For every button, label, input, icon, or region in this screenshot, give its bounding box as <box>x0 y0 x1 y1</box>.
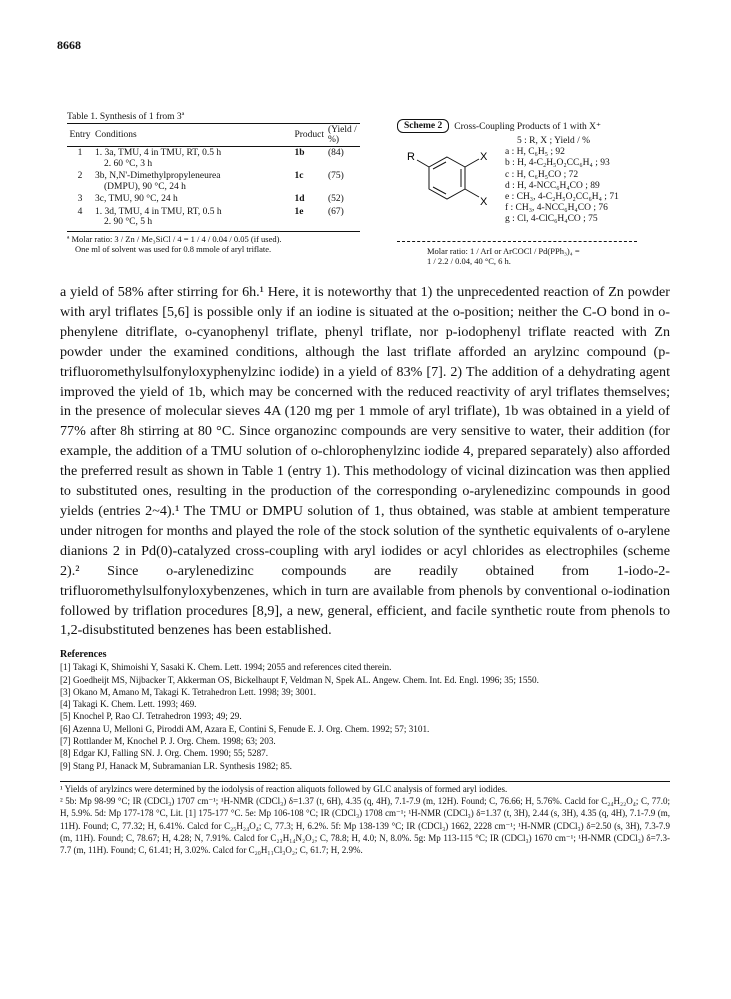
product-legend: 5 : R, X ; Yield / % <box>517 136 591 146</box>
conditions-cell <box>93 206 292 232</box>
scheme-note-line: 1 / 2.2 / 0.04, 40 °C, 6 h. <box>427 256 511 266</box>
conditions-line: 2. 60 °C, 3 h <box>104 158 153 169</box>
table-1-grid <box>67 123 360 232</box>
substituent-r: R <box>407 151 415 163</box>
scheme-note-line: Molar ratio: 1 / ArI or ArCOCl / Pd(PPh₃)₄ = <box>427 246 580 256</box>
entry-cell: 3 <box>77 194 83 204</box>
page-number: 8668 <box>57 38 81 52</box>
scheme-2 <box>397 119 637 269</box>
table-row <box>67 193 360 206</box>
substituent-x2: X <box>480 196 488 208</box>
conditions-line: (DMPU), 90 °C, 24 h <box>104 181 186 192</box>
substituent-x1: X <box>480 151 488 163</box>
list-item: a : H, C₆H₅ ; 92 <box>505 147 565 158</box>
reference-item: [2] Goedheijt MS, Nijbacker T, Akkerman OS, Bickelhaupt F, Veldman N, Spek AL. Angew. Chem. Int. Ed. Engl. 1996; 35; 1550. <box>60 674 539 685</box>
scheme-note <box>427 246 580 266</box>
footnotes <box>60 781 670 856</box>
references <box>60 649 670 772</box>
footnote-1: ¹ Yields of arylzincs were determined by the iodolysis of reaction aliquots followed by GLC analysis of formed aryl iodides. <box>60 784 508 794</box>
reference-item: [4] Takagi K. Chem. Lett. 1993; 469. <box>60 699 197 710</box>
yield-cell: (84) <box>328 148 344 158</box>
entry-cell: 1 <box>77 148 83 158</box>
list-item: c : H, C₆H₅CO ; 72 <box>505 169 579 180</box>
list-item: g : Cl, 4-ClC₆H₄CO ; 75 <box>505 214 598 225</box>
conditions-line: 3c, TMU, 90 °C, 24 h <box>95 194 178 204</box>
bond-r <box>417 160 429 167</box>
bond-x1 <box>465 159 479 167</box>
benzene-ring <box>429 157 465 199</box>
scheme-title: Cross-Coupling Products of 1 with X⁺ <box>454 121 601 132</box>
conditions-cell <box>93 193 292 206</box>
yield-cell: (75) <box>328 171 344 181</box>
reference-item: [6] Azenna U, Melloni G, Piroddi AM, Azara E, Contini S, Fenude E. J. Org. Chem. 1992; 57; 3101. <box>60 723 430 734</box>
product-cell: 1e <box>292 206 326 232</box>
bond-x2 <box>465 189 479 197</box>
product-cell: 1d <box>294 194 305 204</box>
table-1 <box>67 111 360 254</box>
body-paragraph: a yield of 58% after stirring for 6h.¹ Here, it is noteworthy that 1) the unprecedented reaction of Zn powder with aryl triflates [5,6] is possible only if an iodine is situated at the o-position; neither the C-O bond in o-phenylene ditriflate, o-cyanophenyl triflate, phenyl triflate, nor p-iodophenyl triflate reacted with Zn powder under the examined conditions, although the last triflate afforded an arylzinc compound (p-trifluoromethylsulfonyloxyphenylzinc iodide) in a yield of 83% [7]. 2) The addition of a dehydrating agent improved the yield of 1b, which may be concerned with the reduced reactivity of aryl triflates themselves; in the presence of molecular sieves 4A (120 mg per 1 mmole of aryl triflate), 1b was obtained in a yield of 77% after 8h stirring at 80 °C. Since organozinc compounds are very sensitive to water, their addition (for example, the addition of a TMU solution of o-chlorophenylzinc iodide 4, prepared separately) also afforded the preferred result as shown in Table 1 (entry 1). This methodology of vicinal dizincation was then applied to substituted ones, resulting in the production of the corresponding o-arylenedizinc compounds in good yields (entries 2~4).¹ The TMU or DMPU solution of 1, thus obtained, was stable at ambient temperature under nitrogen for months and played the role of the stock solution of the synthetic equivalents of o-arylene dianions 2 in Pd(0)-catalyzed cross-coupling with aryl iodides or acyl chlorides as electrophiles (scheme 2).² Since o-arylenedizinc compounds are readily obtained from 1-iodo-2-trifluoromethylsulfonyloxybenzenes, which in turn are available from phenols by conventional o-iodination followed by triflation procedures [8,9], a new, general, efficient, and facile synthetic route from phenols to 1,2-disubstituted benzenes has been established. <box>60 284 670 639</box>
table-footnote <box>67 234 360 254</box>
references-heading: References <box>60 649 107 660</box>
list-item: d : H, 4-NCC₆H₄CO ; 89 <box>505 180 600 191</box>
double-bond <box>433 162 446 169</box>
yield-cell: (52) <box>328 194 344 204</box>
conditions-cell <box>93 147 292 171</box>
col-entry: Entry <box>67 124 93 147</box>
reference-item: [5] Knochel P, Rao CJ. Tetrahedron 1993; 49; 29. <box>60 711 242 722</box>
col-conditions: Conditions <box>93 124 292 147</box>
entry-cell: 4 <box>67 206 93 232</box>
conditions-line: 3b, N,N'-Dimethylpropyleneurea <box>95 171 221 181</box>
reference-item: [9] Stang PJ, Hanack M, Subramanian LR. Synthesis 1982; 85. <box>60 760 292 771</box>
table-caption: Table 1. Synthesis of 1 from 3ª <box>67 112 185 122</box>
product-cell: 1b <box>294 148 305 158</box>
entry-cell: 2 <box>77 171 83 181</box>
table-row <box>67 147 360 171</box>
reference-item: [3] Okano M, Amano M, Takagi K. Tetrahedron Lett. 1998; 39; 3001. <box>60 686 317 697</box>
scheme-divider <box>397 241 637 242</box>
table-header-row <box>67 124 360 147</box>
reference-item: [8] Edgar KJ, Falling SN. J. Org. Chem. 1990; 55; 5287. <box>60 748 269 759</box>
conditions-cell <box>93 170 292 193</box>
product-list <box>505 136 645 226</box>
reference-item: [1] Takagi K, Shimoishi Y, Sasaki K. Chem. Lett. 1994; 2055 and references cited therein. <box>60 662 392 673</box>
product-cell: 1c <box>294 171 304 181</box>
yield-cell: (67) <box>326 206 360 232</box>
footnote-2: ² 5b: Mp 98-99 °C; IR (CDCl₃) 1707 cm⁻¹; ¹H-NMR (CDCl₃) δ=1.37 (t, 6H), 4.35 (q, 4H), 7.1-7.9 (m, 12H). Found; C, 76.66; H, 5.76%. Cacld for C₂₄H₂₂O₄; C, 77.0; H, 5.9%. 5d: Mp 177-178 °C, Lit. [1] 175-177 °C. 5e: Mp 106-108 °C; IR (CDCl₃) 1708 cm⁻¹; ¹H-NMR (CDCl₃) δ=1.37 (t, 3H), 2.44 (s, 3H), 4.35 (q, 4H), 7.1-7.9 (m, 11H). Found; C, 77.32; H, 6.41%. Calcd for C₂₅H₂₄O₄; C, 77.3; H, 6.2%. 5f: Mp 138-139 °C; IR (CDCl₃) 1662, 2228 cm⁻¹; ¹H-NMR (CDCl₃) δ=2.50 (s, 3H), 7.3-7.9 (m, 11H). Found; C, 78.67; H, 4.28; N, 7.91%. Calcd for C₂₃H₁₄N₂O₂; C, 78.8; H, 4.0; N, 8.0%. 5g: Mp 113-115 °C; IR (CDCl₃) 1670 cm⁻¹; ¹H-NMR (CDCl₃) δ=7.3-7.7 (m, 11H). Found; C, 61.41; H, 3.02%. Calcd for C₂₀H₁₁Cl₃O₂; C, 61.7; H, 2.9%. <box>60 796 670 856</box>
conditions-line: 1. 3d, TMU, 4 in TMU, RT, 0.5 h <box>95 206 222 217</box>
scheme-label: Scheme 2 <box>397 119 449 133</box>
conditions-line: 1. 3a, TMU, 4 in TMU, RT, 0.5 h <box>95 148 222 158</box>
conditions-line: 2. 90 °C, 5 h <box>104 217 153 227</box>
list-item: b : H, 4-C₂H₅O₂CC₆H₄ ; 93 <box>505 158 610 169</box>
reference-item: [7] Rottlander M, Knochel P. J. Org. Chem. 1998; 63; 203. <box>60 736 276 747</box>
list-item: e : CH₃, 4-C₂H₅O₂CC₆H₄ ; 71 <box>505 192 619 203</box>
table-row <box>67 170 360 193</box>
list-item: f : CH₃, 4-NCC₆H₄CO ; 76 <box>505 203 608 214</box>
table-footnote-line: One ml of solvent was used for 0.8 mmole of aryl triflate. <box>75 243 272 254</box>
double-bond <box>433 187 446 194</box>
col-yield: (Yield / %) <box>326 124 360 147</box>
table-row <box>67 206 360 232</box>
scheme-header <box>397 119 637 133</box>
col-product: Product <box>292 124 326 147</box>
disubstituted-benzene-structure <box>405 147 500 222</box>
table-footnote-line: ª Molar ratio: 3 / Zn / Me₃SiCl / 4 = 1 / 4 / 0.04 / 0.05 (if used). <box>67 233 282 244</box>
